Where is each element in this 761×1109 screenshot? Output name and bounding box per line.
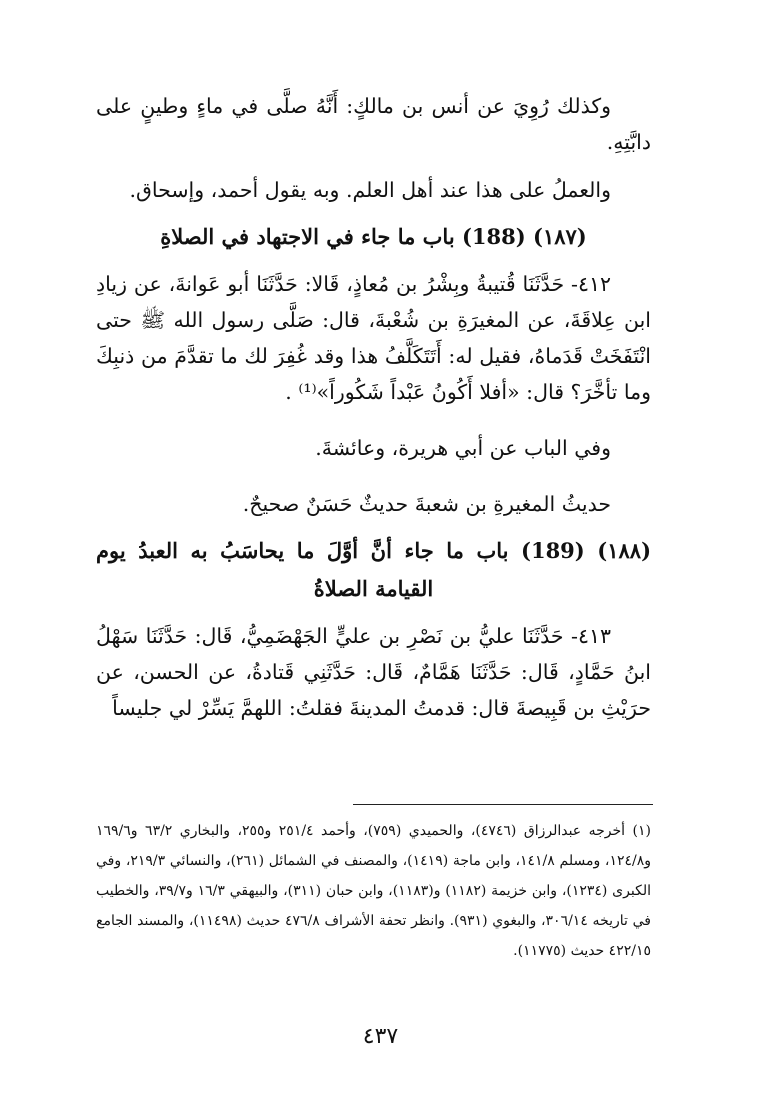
paragraph-scholars-practice: والعملُ على هذا عند أهل العلم. وبه يقول أحمد، وإسحاق.	[129, 178, 611, 202]
page-number: ٤٣٧	[362, 1024, 399, 1049]
paragraph-hadith-grading: حديثُ المغيرةِ بن شعبةَ حديثٌ حَسَنٌ صحيحٌ.	[242, 492, 611, 516]
hadith-412: ٤١٢- حَدَّثَنَا قُتيبةُ وبِشْرُ بن مُعاذٍ، قَالا: حَدَّثَنَا أبو عَوانةَ، عن زيادِ ابن عِلاقَةَ، عن المغيرَةِ بن شُعْبةَ، قال: صَلَّى رسول الله ﷺ حتى انْتَفَخَتْ قَدَماهُ، فقيل له: أَتَتَكَلَّفُ هذا وقد غُفِرَ لك ما تقدَّمَ من ذنبِكَ وما تأخَّرَ؟ قال: «أفلا أَكُونُ عَبْداً شَكُوراً»⁽¹⁾ .	[96, 272, 651, 404]
paragraph-other-narrators: وفي الباب عن أبي هريرة، وعائشةَ.	[315, 436, 611, 460]
main-text	[96, 88, 651, 726]
footnote-divider	[353, 804, 653, 805]
footnotes	[96, 816, 651, 966]
paragraph-anas-narration: وكذلك رُوِيَ عن أنس بن مالكٍ: أَنَّهُ صلَّى في ماءٍ وطينٍ على دابَّتِهِ.	[96, 94, 651, 154]
hadith-413: ٤١٣- حَدَّثَنَا عليُّ بن نَصْرِ بن عليٍّ الجَهْضَمِيُّ، قَال: حَدَّثَنَا سَهْلُ ابنُ حَمَّادٍ، قَال: حَدَّثَنَا هَمَّامٌ، قَال: حَدَّثَنِي قَتادةُ، عن الحسن، عن حرَيْثِ بن قَبِيصةَ قال: قدمتُ المدينةَ فقلتُ: اللهمَّ يَسِّرْ لي جليساً	[96, 624, 651, 720]
chapter-heading-187: (١٨٧) (188) باب ما جاء في الاجتهاد في الصلاةِ	[160, 224, 587, 249]
chapter-heading-188: (١٨٨) (189) باب ما جاء أنَّ أوَّلَ ما يحاسَبُ به العبدُ يوم القيامة الصلاةُ	[96, 538, 651, 601]
footnote-1: (١) أخرجه عبدالرزاق (٤٧٤٦)، والحميدي (٧٥٩)، وأحمد ٢٥١/٤ و٢٥٥، والبخاري ٦٣/٢ و١٦٩/٦ و١٢٤/٨، ومسلم ١٤١/٨، وابن ماجة (١٤١٩)، والمصنف في الشمائل (٢٦١)، والنسائي ٢١٩/٣، وفي الكبرى (١٢٣٤)، وابن خزيمة (١١٨٢) و(١١٨٣)، وابن حبان (٣١١)، والبيهقي ١٦/٣ و٣٩/٧، والخطيب في تاريخه ٣٠٦/١٤، والبغوي (٩٣١). وانظر تحفة الأشراف ٤٧٦/٨ حديث (١١٤٩٨)، والمسند الجامع ٤٢٢/١٥ حديث (١١٧٧٥).	[96, 823, 651, 959]
